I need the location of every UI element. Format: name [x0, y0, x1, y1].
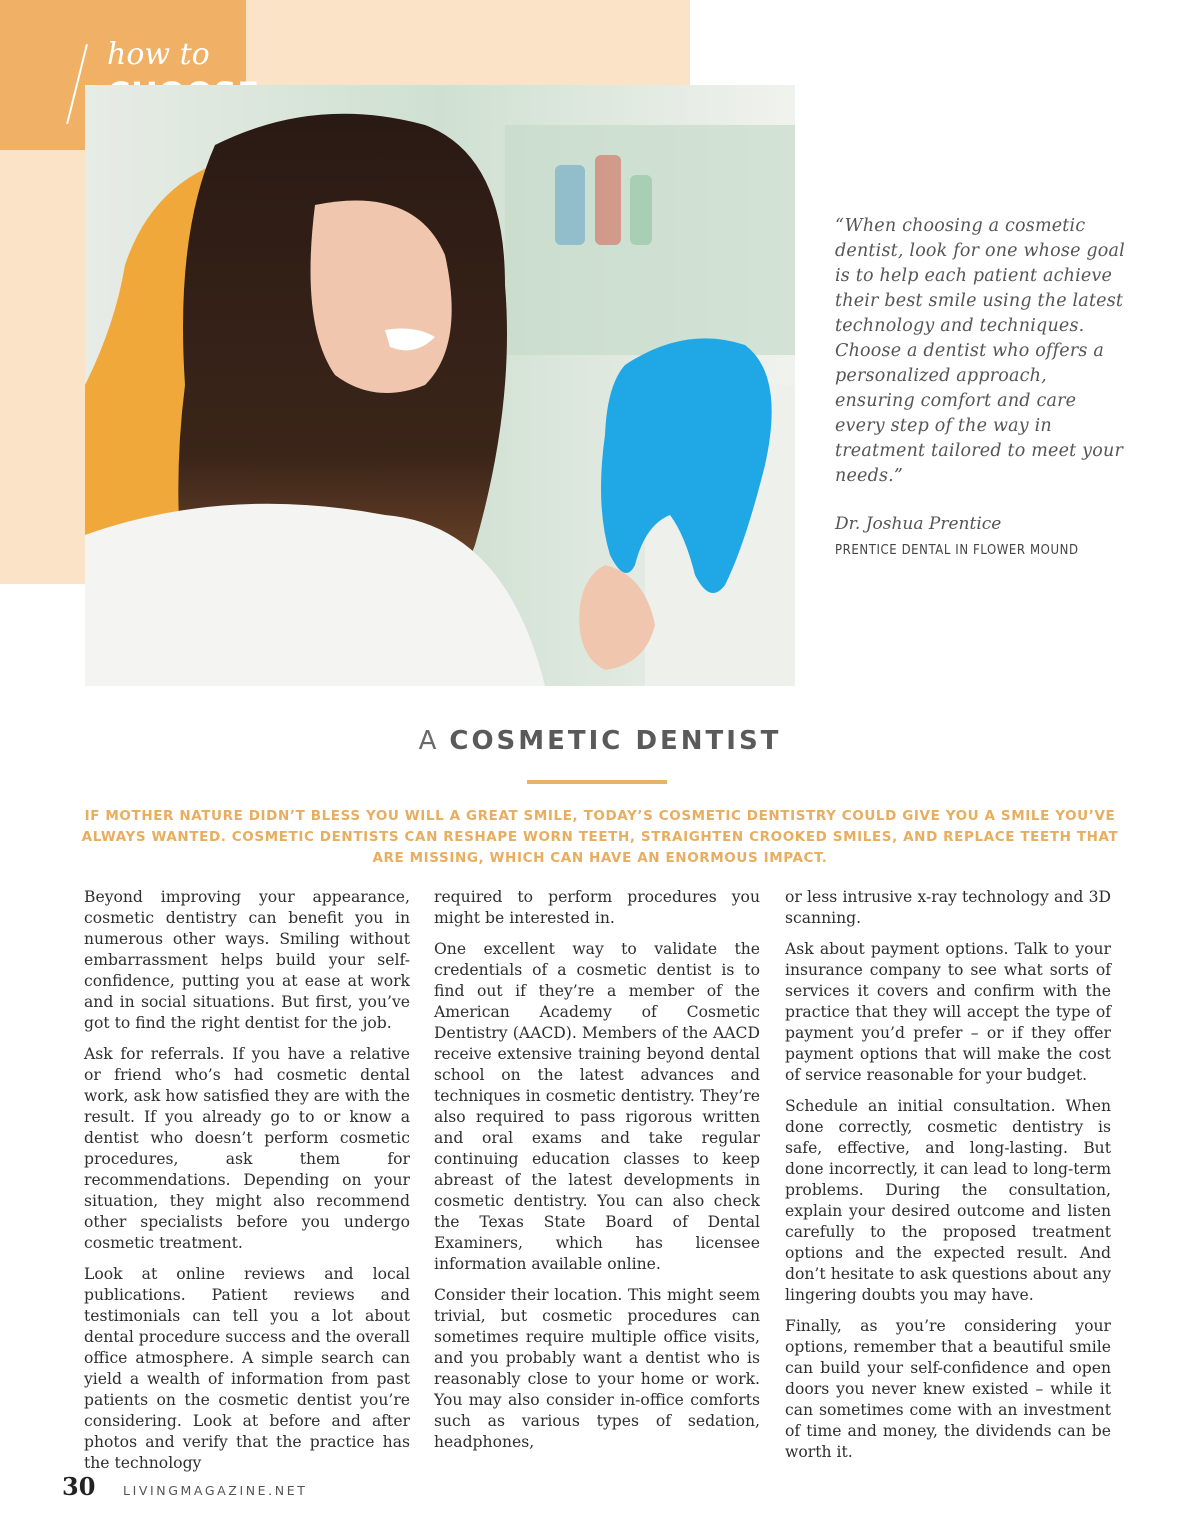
- body-column-1: [84, 887, 410, 1484]
- body-column-3: [785, 887, 1111, 1473]
- paragraph: Ask for referrals. If you have a relative or friend who’s had cosmetic dental work, ask how satisfied they are with the result. If you already go to or know a dentist who doesn’t perform cosmetic procedures, ask them for recommendations. Depending on your situation, they might also recommend other specialists before you undergo cosmetic treatment.: [84, 1045, 410, 1252]
- section-tab-line1: how to: [107, 37, 210, 72]
- hero-photo-illustration: [85, 85, 795, 686]
- quote-author: Dr. Joshua Prentice: [835, 514, 1002, 534]
- paragraph: One excellent way to validate the credentials of a cosmetic dentist is to find out if they’re a member of the American Academy of Cosmetic Dentistry (AACD). Members of the AACD receive extensive training beyond dental school on the latest advances and techniques in cosmetic dentistry. They’re also required to pass rigorous written and oral exams and take regular continuing education classes to keep abreast of the latest developments in cosmetic dentistry. You can also check the Texas State Board of Dental Examiners, which has licensee information available online.: [434, 940, 760, 1273]
- hero-photo: [85, 85, 795, 686]
- headline-main: COSMETIC DENTIST: [449, 726, 782, 756]
- paragraph: Ask about payment options. Talk to your insurance company to see what sorts of services it covers and confirm with the practice that they will accept the type of payment you’d prefer – or if they offer payment options that will make the cost of service reasonable for your budget.: [785, 940, 1111, 1084]
- headline-rule: [527, 780, 667, 784]
- website-link[interactable]: LIVINGMAGAZINE.NET: [123, 1483, 308, 1498]
- paragraph: Look at online reviews and local publications. Patient reviews and testimonials can tell you a lot about dental procedure success and the overall office atmosphere. A simple search can yield a wealth of information from past patients on the cosmetic dentist you’re considering. Look at before and after photos and verify that the practice has the technology: [84, 1265, 410, 1472]
- headline-prefix: A: [418, 726, 440, 756]
- quote-organization: PRENTICE DENTAL IN FLOWER MOUND: [835, 543, 1079, 558]
- page-number: 30: [62, 1472, 96, 1501]
- article-deck: IF MOTHER NATURE DIDN’T BLESS YOU WILL A GREAT SMILE, TODAY’S COSMETIC DENTISTRY COULD GIVE YOU A SMILE YOU’VE ALWAYS WANTED. COSMETIC DENTISTS CAN RESHAPE WORN TEETH, STRAIGHTEN CROOKED SMILES, AND REPLACE TEETH THAT ARE MISSING, WHICH CAN HAVE AN ENORMOUS IMPACT.: [81, 808, 1119, 866]
- article-headline: [0, 726, 1200, 756]
- paragraph: required to perform procedures you might be interested in.: [434, 888, 760, 927]
- body-column-2: [434, 887, 760, 1463]
- paragraph: Schedule an initial consultation. When done correctly, cosmetic dentistry is safe, effective, and long-lasting. But done incorrectly, it can lead to long-term problems. During the consultation, explain your desired outcome and listen carefully to the proposed treatment options and the expected result. And don’t hesitate to ask questions about any lingering doubts you may have.: [785, 1097, 1111, 1304]
- paragraph: Consider their location. This might seem trivial, but cosmetic procedures can sometimes require multiple office visits, and you probably want a dentist who is reasonably close to your home or work. You may also consider in-office comforts such as various types of sedation, headphones,: [434, 1286, 760, 1451]
- paragraph: Beyond improving your appearance, cosmetic dentistry can benefit you in numerous other ways. Smiling without embarrassment helps build your self-confidence, putting you at ease at work and in social situations. But first, you’ve got to find the right dentist for the job.: [84, 888, 410, 1032]
- paragraph: or less intrusive x-ray technology and 3D scanning.: [785, 888, 1111, 927]
- pull-quote: “When choosing a cosmetic dentist, look for one whose goal is to help each patient achieve their best smile using the latest technology and techniques. Choose a dentist who offers a personalized approach, ensuring comfort and care every step of the way in treatment tailored to meet your needs.”: [835, 216, 1125, 486]
- paragraph: Finally, as you’re considering your options, remember that a beautiful smile can build your self-confidence and open doors you never knew existed – while it can sometimes come with an investment of time and money, the dividends can be worth it.: [785, 1317, 1111, 1461]
